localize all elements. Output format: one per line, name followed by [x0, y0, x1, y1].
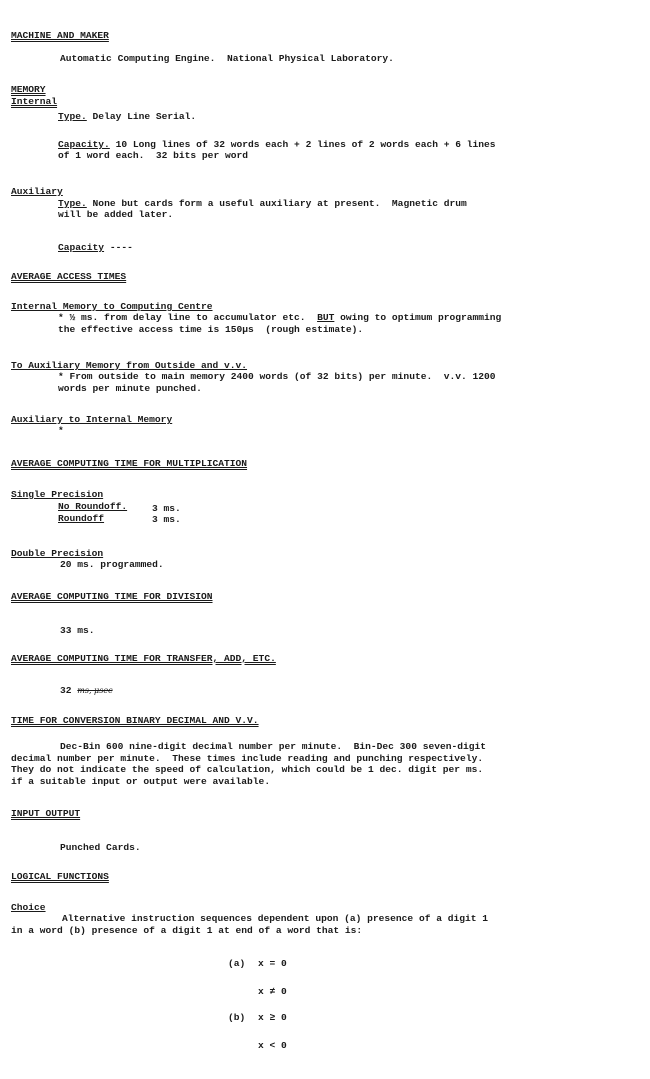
aux-from-outside-line-2: words per minute punched. — [58, 383, 202, 394]
internal-capacity-label: Capacity. — [58, 139, 110, 150]
auxiliary-type-label: Type. — [58, 198, 87, 209]
memory-internal-heading: Internal — [11, 96, 58, 107]
division-text: 33 ms. — [60, 625, 95, 636]
multiplication-heading: AVERAGE COMPUTING TIME FOR MULTIPLICATION — [11, 458, 248, 469]
transfer-value: 32 — [60, 685, 72, 696]
io-heading: INPUT OUTPUT — [11, 808, 81, 819]
conversion-line-4: if a suitable input or output were available. — [11, 776, 271, 787]
auxiliary-type-text-2: will be added later. — [58, 209, 174, 220]
condition-expr: x = 0 — [258, 958, 287, 969]
choice-line-2: in a word (b) presence of a digit 1 at end of a word that is: — [11, 925, 363, 936]
logical-heading: LOGICAL FUNCTIONS — [11, 871, 109, 882]
roundoff-value: 3 ms. — [152, 514, 181, 525]
memory-heading: MEMORY — [11, 84, 46, 95]
internal-to-cc-but: BUT — [317, 312, 335, 323]
internal-to-cc-line-1 — [58, 312, 501, 323]
no-roundoff-label: No Roundoff. — [58, 501, 128, 512]
transfer-handwritten-unit: ms, μsec — [77, 686, 113, 695]
condition-expr: x ≥ 0 — [258, 1012, 287, 1023]
double-precision-heading: Double Precision — [11, 548, 104, 559]
conversion-line-2: decimal number per minute. These times include reading and punching respectively. — [11, 753, 484, 764]
auxiliary-type-text-1: None but cards form a useful auxiliary at present. Magnetic drum — [86, 198, 467, 209]
aux-to-internal-text: * — [58, 425, 64, 436]
conversion-line-3: They do not indicate the speed of calculation, which could be 1 dec. digit per ms. — [11, 764, 484, 775]
choice-line-1: Alternative instruction sequences dependent upon (a) presence of a digit 1 — [62, 913, 489, 924]
internal-type — [58, 111, 196, 122]
aux-to-internal-heading: Auxiliary to Internal Memory — [11, 414, 173, 425]
condition-expr: x < 0 — [258, 1040, 287, 1051]
auxiliary-capacity-text: ---- — [104, 242, 133, 253]
conversion-line-1: Dec-Bin 600 nine-digit decimal number per minute. Bin-Dec 300 seven-digit — [60, 741, 487, 752]
internal-type-text: Delay Line Serial. — [86, 111, 197, 122]
double-precision-text: 20 ms. programmed. — [60, 559, 164, 570]
condition-tag: (b) — [228, 1012, 246, 1023]
access-heading: AVERAGE ACCESS TIMES — [11, 271, 127, 282]
no-roundoff-value: 3 ms. — [152, 503, 181, 514]
internal-to-cc-line-1a: * ½ ms. from delay line to accumulator etc. — [58, 312, 318, 323]
internal-type-label: Type. — [58, 111, 87, 122]
auxiliary-heading: Auxiliary — [11, 186, 63, 197]
condition-tag: (a) — [228, 958, 246, 969]
transfer-heading: AVERAGE COMPUTING TIME FOR TRANSFER, ADD, ETC. — [11, 653, 276, 664]
io-text: Punched Cards. — [60, 842, 141, 853]
auxiliary-type — [58, 198, 467, 209]
division-heading: AVERAGE COMPUTING TIME FOR DIVISION — [11, 591, 213, 602]
condition-expr: x ≠ 0 — [258, 986, 287, 997]
machine-text: Automatic Computing Engine. National Physical Laboratory. — [60, 53, 394, 64]
internal-capacity — [58, 139, 496, 150]
auxiliary-capacity — [58, 242, 133, 253]
internal-to-cc-line-1b: owing to optimum programming — [334, 312, 502, 323]
aux-from-outside-line-1: * From outside to main memory 2400 words (of 32 bits) per minute. v.v. 1200 — [58, 371, 496, 382]
internal-to-cc-heading: Internal Memory to Computing Centre — [11, 301, 213, 312]
auxiliary-capacity-label: Capacity — [58, 242, 105, 253]
single-precision-heading: Single Precision — [11, 489, 104, 500]
internal-capacity-text-1: 10 Long lines of 32 words each + 2 lines of 2 words each + 6 lines — [109, 139, 496, 150]
internal-capacity-text-2: of 1 word each. 32 bits per word — [58, 150, 248, 161]
internal-to-cc-line-2: the effective access time is 150μs (rough estimate). — [58, 324, 364, 335]
choice-heading: Choice — [11, 902, 46, 913]
conversion-heading: TIME FOR CONVERSION BINARY DECIMAL AND V.V. — [11, 715, 259, 726]
roundoff-label: Roundoff — [58, 513, 105, 524]
transfer-line — [60, 685, 113, 696]
aux-from-outside-heading: To Auxiliary Memory from Outside and v.v. — [11, 360, 248, 371]
machine-heading: MACHINE AND MAKER — [11, 30, 109, 41]
